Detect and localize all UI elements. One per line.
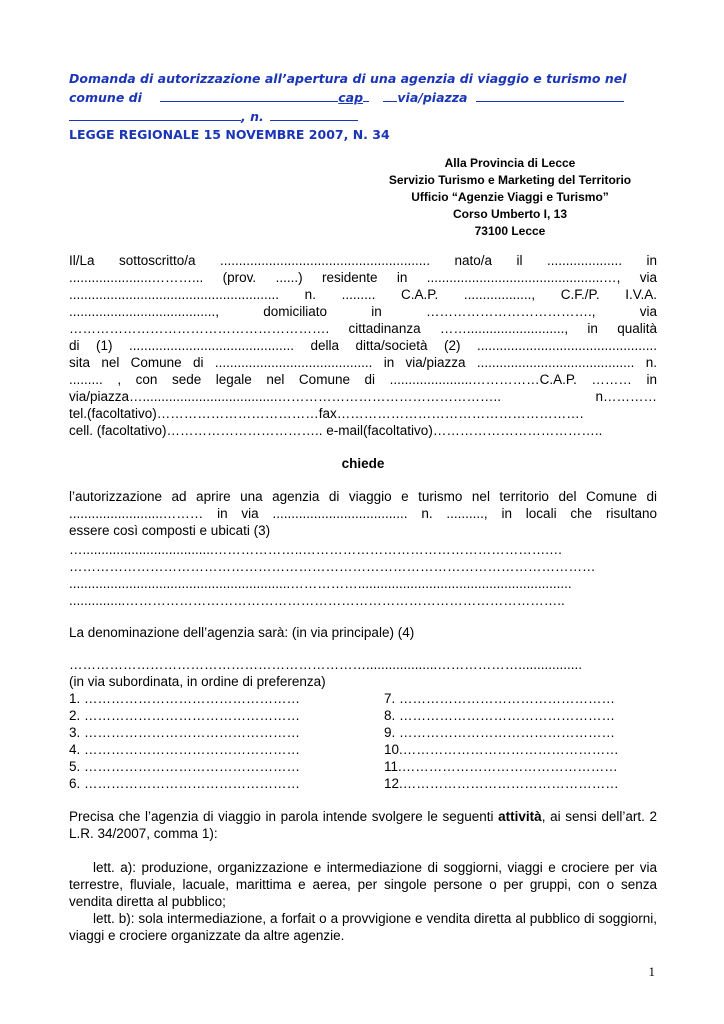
list-item: 6. …………………………………………	[69, 776, 301, 791]
list-item: 9. …………………………………………	[384, 725, 616, 740]
law-reference: LEGGE REGIONALE 15 NOVEMBRE 2007, N. 34	[69, 127, 390, 142]
list-item: 3. …………………………………………	[69, 725, 301, 740]
dotted-line-3: ...........................................................…………….........................................................	[69, 576, 572, 591]
heading-line-1: Domanda di autorizzazione all’apertura di una agenzia di viaggio e turismo nel	[69, 71, 627, 86]
list-item: 4. …………………………………………	[69, 742, 301, 757]
list-item: 11.…………………………………………	[384, 759, 618, 774]
form-line-9: via/piazza…....................................………………………………………….. n…………	[69, 389, 657, 404]
list-item: 7. …………………………………………	[384, 691, 616, 706]
form-heading	[69, 70, 657, 144]
form-line-6: di (1) ............................................ della ditta/società (2) ................................................	[69, 338, 657, 353]
request-line-3: essere così composti e ubicati (3)	[69, 523, 271, 538]
list-item: 1. …………………………………………	[69, 691, 301, 706]
denomination-line: …………………………………………………………...................……………….................	[69, 657, 583, 672]
list-item: 8. …………………………………………	[384, 708, 616, 723]
activities-intro: Precisa che l’agenzia di viaggio in parola intende svolgere le seguenti attività, ai sensi dell’art. 2 L.R. 34/2007, comma 1):	[69, 809, 657, 841]
chiede-heading: chiede	[341, 456, 385, 471]
heading-line-2: comune di cap via/piazza	[69, 88, 657, 107]
list-item: 10.…………………………………………	[384, 742, 619, 757]
list-item: 12.…………………………………………	[384, 776, 619, 791]
form-line-8: ......... , con sede legale nel Comune di ......................……………C.A.P. ……… in	[69, 372, 657, 387]
form-line-10: tel.(facoltativo)………………………………fax……………………………………………….	[69, 406, 584, 421]
recipient-address: Alla Provincia di Lecce Servizio Turismo e Marketing del Territorio Ufficio “Agenzie Viaggi e Turismo” Corso Umberto I, 13 73100 Lecce	[388, 156, 632, 238]
denomination-label: La denominazione dell’agenzia sarà: (in via principale) (4)	[69, 625, 415, 640]
form-line-3: ........................................................ n. ......... C.A.P. .................., C.F./P. I.V.A.	[69, 287, 657, 302]
activity-a: lett. a): produzione, organizzazione e intermediazione di soggiorni, viaggi e crociere per via terrestre, fluviale, lacuale, marittima e aerea, per singole persone o per gruppi, con o senza vendita diretta al pubblico;	[69, 860, 657, 909]
subordinate-label: (in via subordinata, in ordine di preferenza)	[69, 674, 326, 689]
form-line-1: Il/La sottoscritto/a ........................................................ nato/a il .................... in	[69, 253, 657, 268]
form-line-4: ......................................., domiciliato in ………………………………., via	[69, 304, 657, 319]
request-line-2: .........................……… in via .................................... n. .........., in locali che risultano	[69, 506, 657, 521]
heading-line-3: , n.	[69, 107, 657, 126]
dotted-line-1: …...................................………………..……………………………………………….…	[69, 542, 563, 557]
via-blank-cont	[69, 107, 241, 121]
page-number: 1	[648, 964, 655, 979]
request-line-1: l’autorizzazione ad aprire una agenzia di viaggio e turismo nel territorio del Comune di	[69, 489, 657, 504]
list-item: 2. …………………………………………	[69, 708, 301, 723]
preference-list-left	[69, 690, 300, 792]
activity-b: lett. b): sola intermediazione, a forfait o a provvigione e vendita diretta al pubblico di soggiorni, viaggi e crociere organizzate da altre agenzie.	[69, 911, 657, 943]
cap-blank	[383, 88, 397, 102]
comune-blank	[160, 88, 338, 102]
form-line-7: sita nel Comune di .......................................... in via/piazza .......................................... n.	[69, 355, 657, 370]
form-line-11: cell. (facoltativo)…………………………….. e-mail(facoltativo)………………………………..	[69, 423, 603, 438]
via-blank	[476, 88, 624, 102]
list-item: 5. …………………………………………	[69, 759, 301, 774]
number-blank	[270, 107, 358, 121]
form-line-2: ......................………... (prov. ......) residente in ...............................................…, via	[69, 270, 657, 285]
form-line-5: …………………………………………………. cittadinanza …….........................., in qualità	[69, 321, 657, 336]
preference-list-right	[384, 690, 619, 792]
dotted-line-2: ………………………………………………………………………………………………………	[69, 559, 596, 574]
dotted-line-4: ...............……………………………………………………………………………………..	[69, 593, 565, 608]
